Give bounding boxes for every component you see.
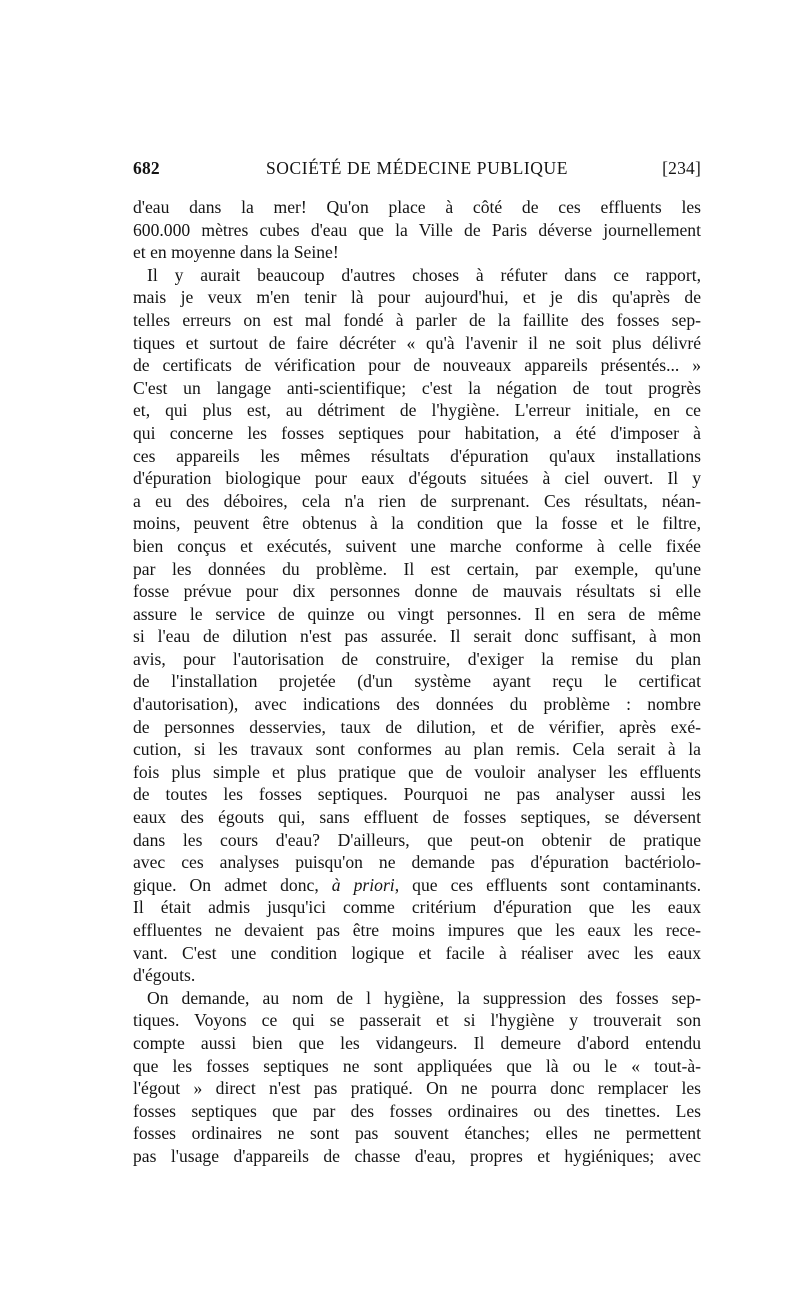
text-line: 600.000 mètres cubes d'eau que la Ville de Paris déverse journellement xyxy=(133,219,701,240)
text-line: fosses septiques que par des fosses ordinaires ou des tinettes. Les xyxy=(133,1100,701,1121)
text-line: qui concerne les fosses septiques pour habitation, a été d'imposer à xyxy=(133,422,701,443)
text-line: de toutes les fosses septiques. Pourquoi ne pas analyser aussi les xyxy=(133,784,701,805)
text-line: de l'installation projetée (d'un système ayant reçu le certificat xyxy=(133,671,701,692)
text-line: bien conçus et exécutés, suivent une marche conforme à celle fixée xyxy=(133,535,701,556)
text-line: vant. C'est une condition logique et facile à réaliser avec les eaux xyxy=(133,942,701,963)
text-line: de personnes desservies, taux de dilution, et de vérifier, après exé- xyxy=(133,716,701,737)
text-line: dans les cours d'eau? D'ailleurs, que peut-on obtenir de pratique xyxy=(133,829,701,850)
text-line: moins, peuvent être obtenus à la condition que la fosse et le filtre, xyxy=(133,513,701,534)
running-title: SOCIÉTÉ DE MÉDECINE PUBLIQUE xyxy=(265,158,569,178)
text-line: mais je veux m'en tenir là pour aujourd'hui, et je dis qu'après de xyxy=(133,287,701,308)
text-line: de certificats de vérification pour de nouveaux appareils présentés... » xyxy=(133,355,701,376)
text-line: fosse prévue pour dix personnes donne de mauvais résultats si elle xyxy=(133,581,701,602)
text-line: d'eau dans la mer! Qu'on place à côté de ces effluents les xyxy=(133,197,701,217)
text-line: telles erreurs on est mal fondé à parler de la faillite des fosses sep- xyxy=(133,309,701,330)
text-line: et, qui plus est, au détriment de l'hygiène. L'erreur initiale, en ce xyxy=(133,400,701,421)
text-line: cution, si les travaux sont conformes au plan remis. Cela serait à la xyxy=(133,739,701,760)
running-header xyxy=(133,158,701,184)
text-line: avec ces analyses puisqu'on ne demande pas d'épuration bactériolo- xyxy=(133,852,701,873)
text-line: effluentes ne devaient pas être moins impures que les eaux les rece- xyxy=(133,920,701,940)
text-line: fosses ordinaires ne sont pas souvent étanches; elles ne permettent xyxy=(133,1123,701,1144)
page-reference: [234] xyxy=(662,158,701,178)
text-line: d'autorisation), avec indications des données du problème : nombre xyxy=(133,694,701,715)
text-line: a eu des déboires, cela n'a rien de surprenant. Ces résultats, néan- xyxy=(133,490,701,511)
text-line: Il était admis jusqu'ici comme critérium d'épuration que les eaux xyxy=(133,897,701,918)
text-line: pas l'usage d'appareils de chasse d'eau, propres et hygiéniques; avec xyxy=(133,1145,701,1166)
text-line: et en moyenne dans la Seine! xyxy=(133,242,339,263)
page-number: 682 xyxy=(133,158,160,178)
body-text xyxy=(133,196,701,1168)
text-line: fois plus simple et plus pratique que de vouloir analyser les effluents xyxy=(133,761,701,782)
text-line: eaux des égouts qui, sans effluent de fosses septiques, se déversent xyxy=(133,807,701,828)
text-line: d'égouts. xyxy=(133,965,196,986)
text-line: que les fosses septiques ne sont appliquées que là ou le « tout-à- xyxy=(133,1055,701,1076)
text-line: compte aussi bien que les vidangeurs. Il demeure d'abord entendu xyxy=(133,1032,701,1053)
text-line: tiques et surtout de faire décréter « qu'à l'avenir il ne soit plus délivré xyxy=(133,332,701,353)
text-line: ces appareils les mêmes résultats d'épuration qu'aux installations xyxy=(133,445,701,466)
text-line: assure le service de quinze ou vingt personnes. Il en sera de même xyxy=(133,603,701,624)
text-line: si l'eau de dilution n'est pas assurée. Il serait donc suffisant, à mon xyxy=(133,626,701,647)
text-line: d'épuration biologique pour eaux d'égouts situées à ciel ouvert. Il y xyxy=(133,468,701,489)
text-line: par les données du problème. Il est certain, par exemple, qu'une xyxy=(133,558,701,579)
text-line: l'égout » direct n'est pas pratiqué. On ne pourra donc remplacer les xyxy=(133,1078,701,1099)
text-line: avis, pour l'autorisation de construire, d'exiger la remise du plan xyxy=(133,648,701,669)
text-line: Il y aurait beaucoup d'autres choses à réfuter dans ce rapport, xyxy=(147,264,701,285)
text-line: tiques. Voyons ce qui se passerait et si l'hygiène y trouverait son xyxy=(133,1010,701,1031)
text-line: On demande, au nom de l hygiène, la suppression des fosses sep- xyxy=(147,987,701,1008)
text-line: C'est un langage anti-scientifique; c'est la négation de tout progrès xyxy=(133,377,701,398)
text-line: gique. On admet donc, à priori, que ces effluents sont contaminants. xyxy=(133,874,701,895)
